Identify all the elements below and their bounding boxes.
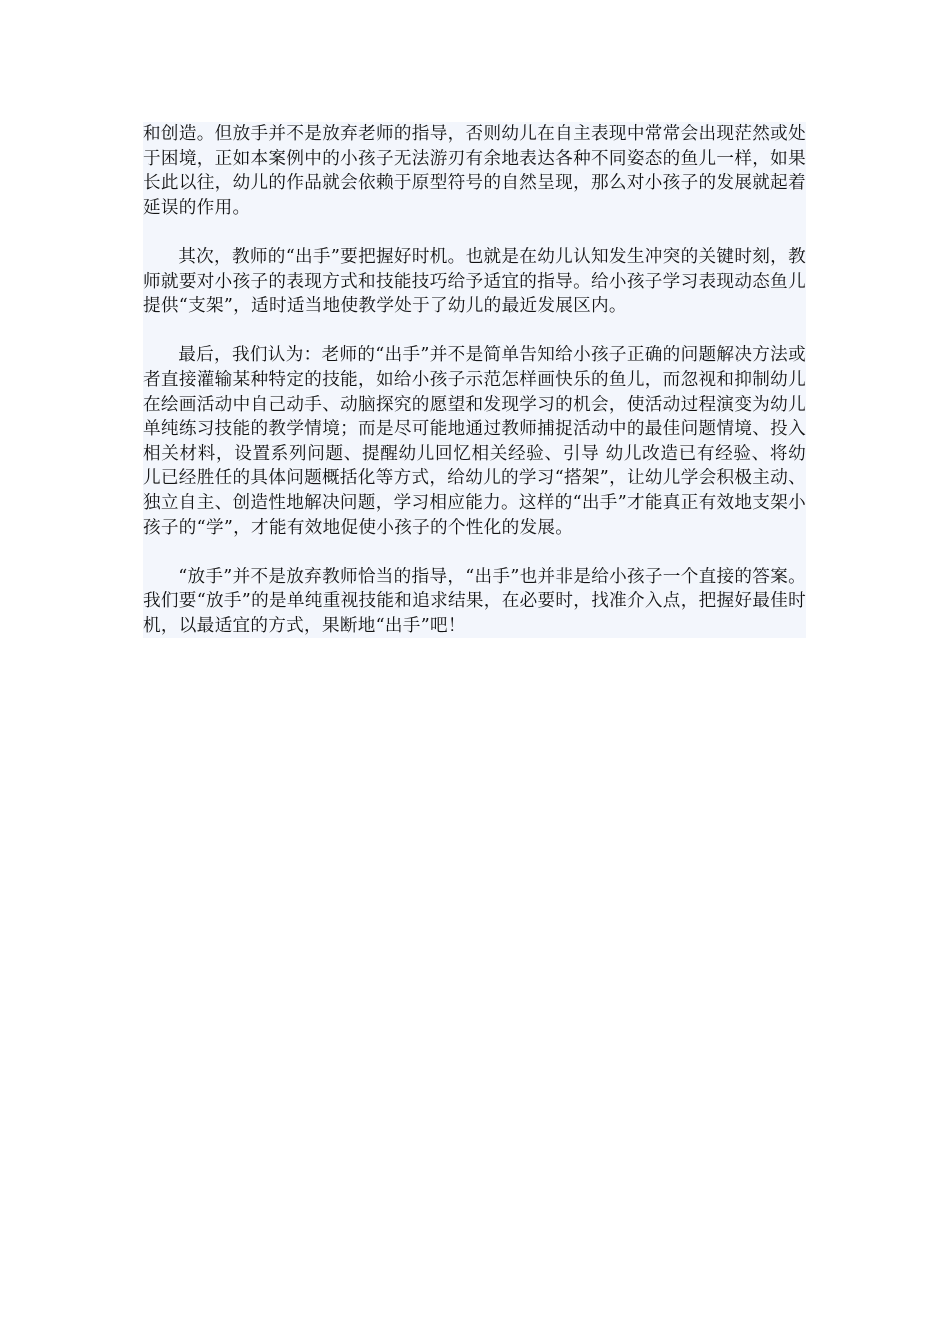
- paragraph-1: 和创造。但放手并不是放弃老师的指导，否则幼儿在自主表现中常常会出现茫然或处于困境，正如本案例中的小孩子无法游刃有余地表达各种不同姿态的鱼儿一样，如果长此以往，幼儿的作品就会依赖于原型符号的自然呈现，那么对小孩子的发展就起着延误的作用。: [143, 124, 806, 218]
- paragraph-3: 最后，我们认为：老师的“出手”并不是简单告知给小孩子正确的问题解决方法或者直接灌输某种特定的技能，如给小孩子示范怎样画快乐的鱼儿，而忽视和抑制幼儿在绘画活动中自己动手、动脑探究的愿望和发现学习的机会，使活动过程演变为幼儿单纯练习技能的教学情境；而是尽可能地通过教师捕捉活动中的最佳问题情境、投入相关材料，设置系列问题、提醒幼儿回忆相关经验、引导 幼儿改造已有经验、将幼儿已经胜任的具体问题概括化等方式，给幼儿的学习“搭架”，让幼儿学会积极主动、独立自主、创造性地解决问题，学习相应能力。这样的“出手”才能真正有效地支架小孩子的“学”，才能有效地促使小孩子的个性化的发展。: [143, 345, 806, 538]
- paragraph-4: “放手”并不是放弃教师恰当的指导，“出手”也并非是给小孩子一个直接的答案。我们要“放手”的是单纯重视技能和追求结果，在必要时，找准介入点，把握好最佳时机，以最适宜的方式，果断地“出手”吧！: [143, 566, 806, 636]
- paragraph-2: 其次，教师的“出手”要把握好时机。也就是在幼儿认知发生冲突的关键时刻，教师就要对小孩子的表现方式和技能技巧给予适宜的指导。给小孩子学习表现动态鱼儿提供“支架”，适时适当地使教学处于了幼儿的最近发展区内。: [143, 246, 806, 317]
- document-body: [143, 122, 806, 638]
